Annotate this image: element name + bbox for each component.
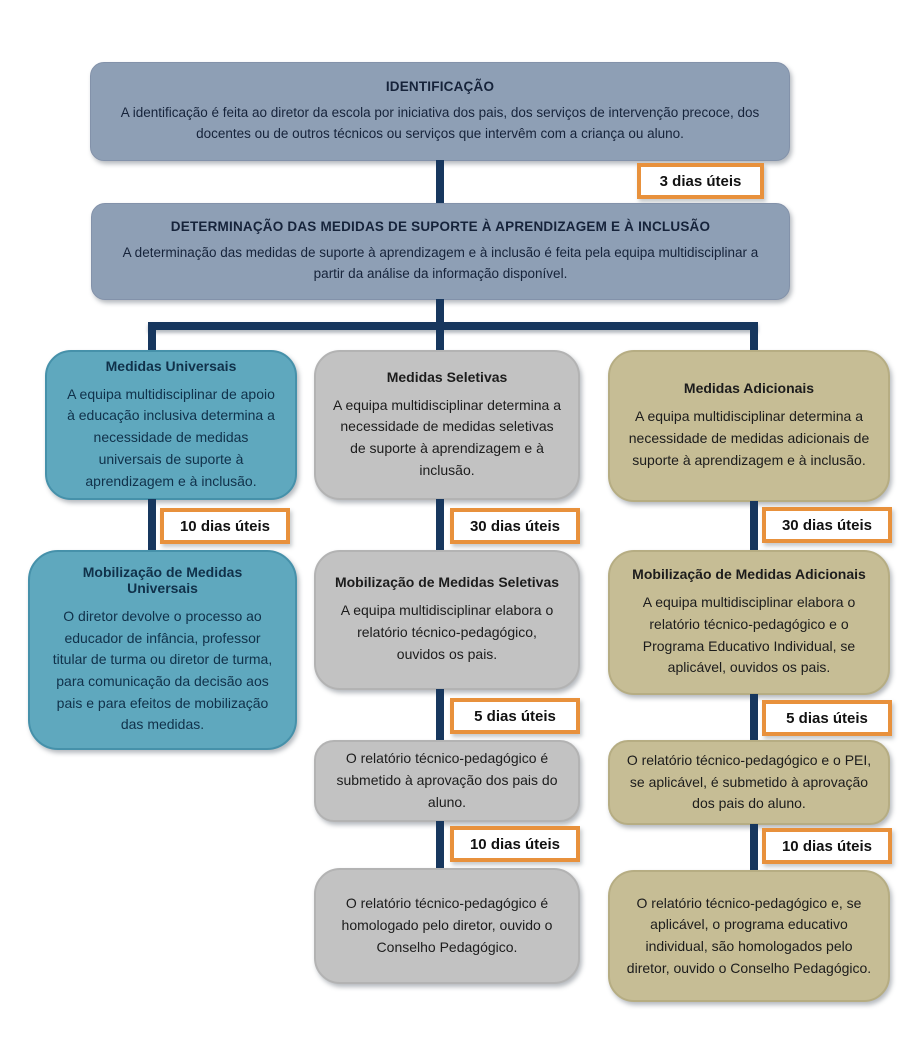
- box-adicionais-homologacao-body: O relatório técnico-pedagógico e, se aplicável, o programa educativo individual, são homologados pelo diretor, ouvido o Conselho Pedagógico.: [626, 894, 872, 976]
- box-determinacao-body: A determinação das medidas de suporte à aprendizagem e à inclusão é feita pela equipa multidisciplinar a partir da análise da informação disponível.: [122, 245, 759, 281]
- connector-seletivas-1: [436, 499, 444, 551]
- box-medidas-adicionais-body: A equipa multidisciplinar determina a necessidade de medidas adicionais de suporte à aprendizagem e à inclusão.: [628, 408, 870, 468]
- connector-universais-1: [148, 499, 156, 551]
- box-mobilizacao-adicionais-title: Mobilização de Medidas Adicionais: [632, 566, 866, 583]
- box-medidas-adicionais-title: Medidas Adicionais: [683, 380, 815, 397]
- connector-drop-right: [750, 322, 758, 351]
- box-adicionais-homologacao: [608, 870, 890, 1002]
- box-identificacao-title: IDENTIFICAÇÃO: [385, 79, 495, 95]
- box-mobilizacao-universais-body: O diretor devolve o processo ao educador de infância, professor titular de turma ou diretor de turma, para comunicação da decisão aos pais e para efeitos de mobilização das medidas.: [52, 607, 273, 733]
- badge-seletivas-30-dias: 30 dias úteis: [450, 508, 580, 544]
- box-seletivas-aprovacao-body: O relatório técnico-pedagógico é submetido à aprovação dos pais do aluno.: [336, 750, 558, 810]
- badge-adicionais-30-dias: 30 dias úteis: [762, 507, 892, 543]
- box-mobilizacao-seletivas-title: Mobilização de Medidas Seletivas: [334, 574, 560, 591]
- connector-seletivas-3: [436, 821, 444, 869]
- box-medidas-universais-body: A equipa multidisciplinar de apoio à educação inclusiva determina a necessidade de medidas universais de suporte à aprendizagem e à inclusão.: [67, 385, 275, 489]
- box-seletivas-homologacao-body: O relatório técnico-pedagógico é homologado pelo diretor, ouvido o Conselho Pedagógico.: [341, 895, 553, 955]
- badge-adicionais-5-dias: 5 dias úteis: [762, 700, 892, 736]
- connector-adicionais-2: [750, 694, 758, 741]
- connector-drop-middle: [436, 322, 444, 351]
- box-medidas-adicionais: [608, 350, 890, 502]
- box-adicionais-aprovacao-body: O relatório técnico-pedagógico e o PEI, se aplicável, é submetido à aprovação dos pais do aluno.: [626, 751, 872, 812]
- box-mobilizacao-universais: [28, 550, 297, 750]
- box-medidas-universais: [45, 350, 297, 500]
- badge-universais-10-dias: 10 dias úteis: [160, 508, 290, 544]
- box-seletivas-aprovacao: [314, 740, 580, 822]
- box-seletivas-homologacao: [314, 868, 580, 984]
- box-medidas-seletivas-body: A equipa multidisciplinar determina a necessidade de medidas seletivas de suporte à aprendizagem e à inclusão.: [332, 396, 561, 478]
- badge-seletivas-10-dias: 10 dias úteis: [450, 826, 580, 862]
- box-mobilizacao-adicionais-body: A equipa multidisciplinar elabora o relatório técnico-pedagógico e o Programa Educativo Individual, se aplicável, ouvidos os pais.: [642, 594, 856, 676]
- badge-3-dias-uteis: 3 dias úteis: [637, 163, 764, 199]
- box-medidas-seletivas: [314, 350, 580, 500]
- connector-drop-left: [148, 322, 156, 351]
- badge-adicionais-10-dias: 10 dias úteis: [762, 828, 892, 864]
- box-medidas-universais-title: Medidas Universais: [105, 357, 237, 374]
- box-medidas-seletivas-title: Medidas Seletivas: [386, 368, 508, 385]
- connector-determinacao-split: [436, 299, 444, 323]
- badge-seletivas-5-dias: 5 dias úteis: [450, 698, 580, 734]
- box-mobilizacao-seletivas: [314, 550, 580, 690]
- box-adicionais-aprovacao: [608, 740, 890, 825]
- box-determinacao: [91, 203, 790, 300]
- connector-adicionais-1: [750, 501, 758, 551]
- connector-horizontal-bar: [148, 322, 758, 330]
- box-mobilizacao-seletivas-body: A equipa multidisciplinar elabora o relatório técnico-pedagógico, ouvidos os pais.: [340, 602, 554, 662]
- connector-identificacao-determinacao: [436, 160, 444, 204]
- connector-seletivas-2: [436, 689, 444, 741]
- connector-adicionais-3: [750, 824, 758, 870]
- box-identificacao-body: A identificação é feita ao diretor da escola por iniciativa dos pais, dos serviços de intervenção precoce, dos docentes ou de outros técnicos ou serviços que intervêm com a criança ou aluno.: [120, 105, 760, 141]
- box-mobilizacao-adicionais: [608, 550, 890, 695]
- box-determinacao-title: DETERMINAÇÃO DAS MEDIDAS DE SUPORTE À APRENDIZAGEM E À INCLUSÃO: [170, 219, 711, 235]
- box-identificacao: [90, 62, 790, 161]
- box-mobilizacao-universais-title: Mobilização de Medidas Universais: [82, 563, 243, 596]
